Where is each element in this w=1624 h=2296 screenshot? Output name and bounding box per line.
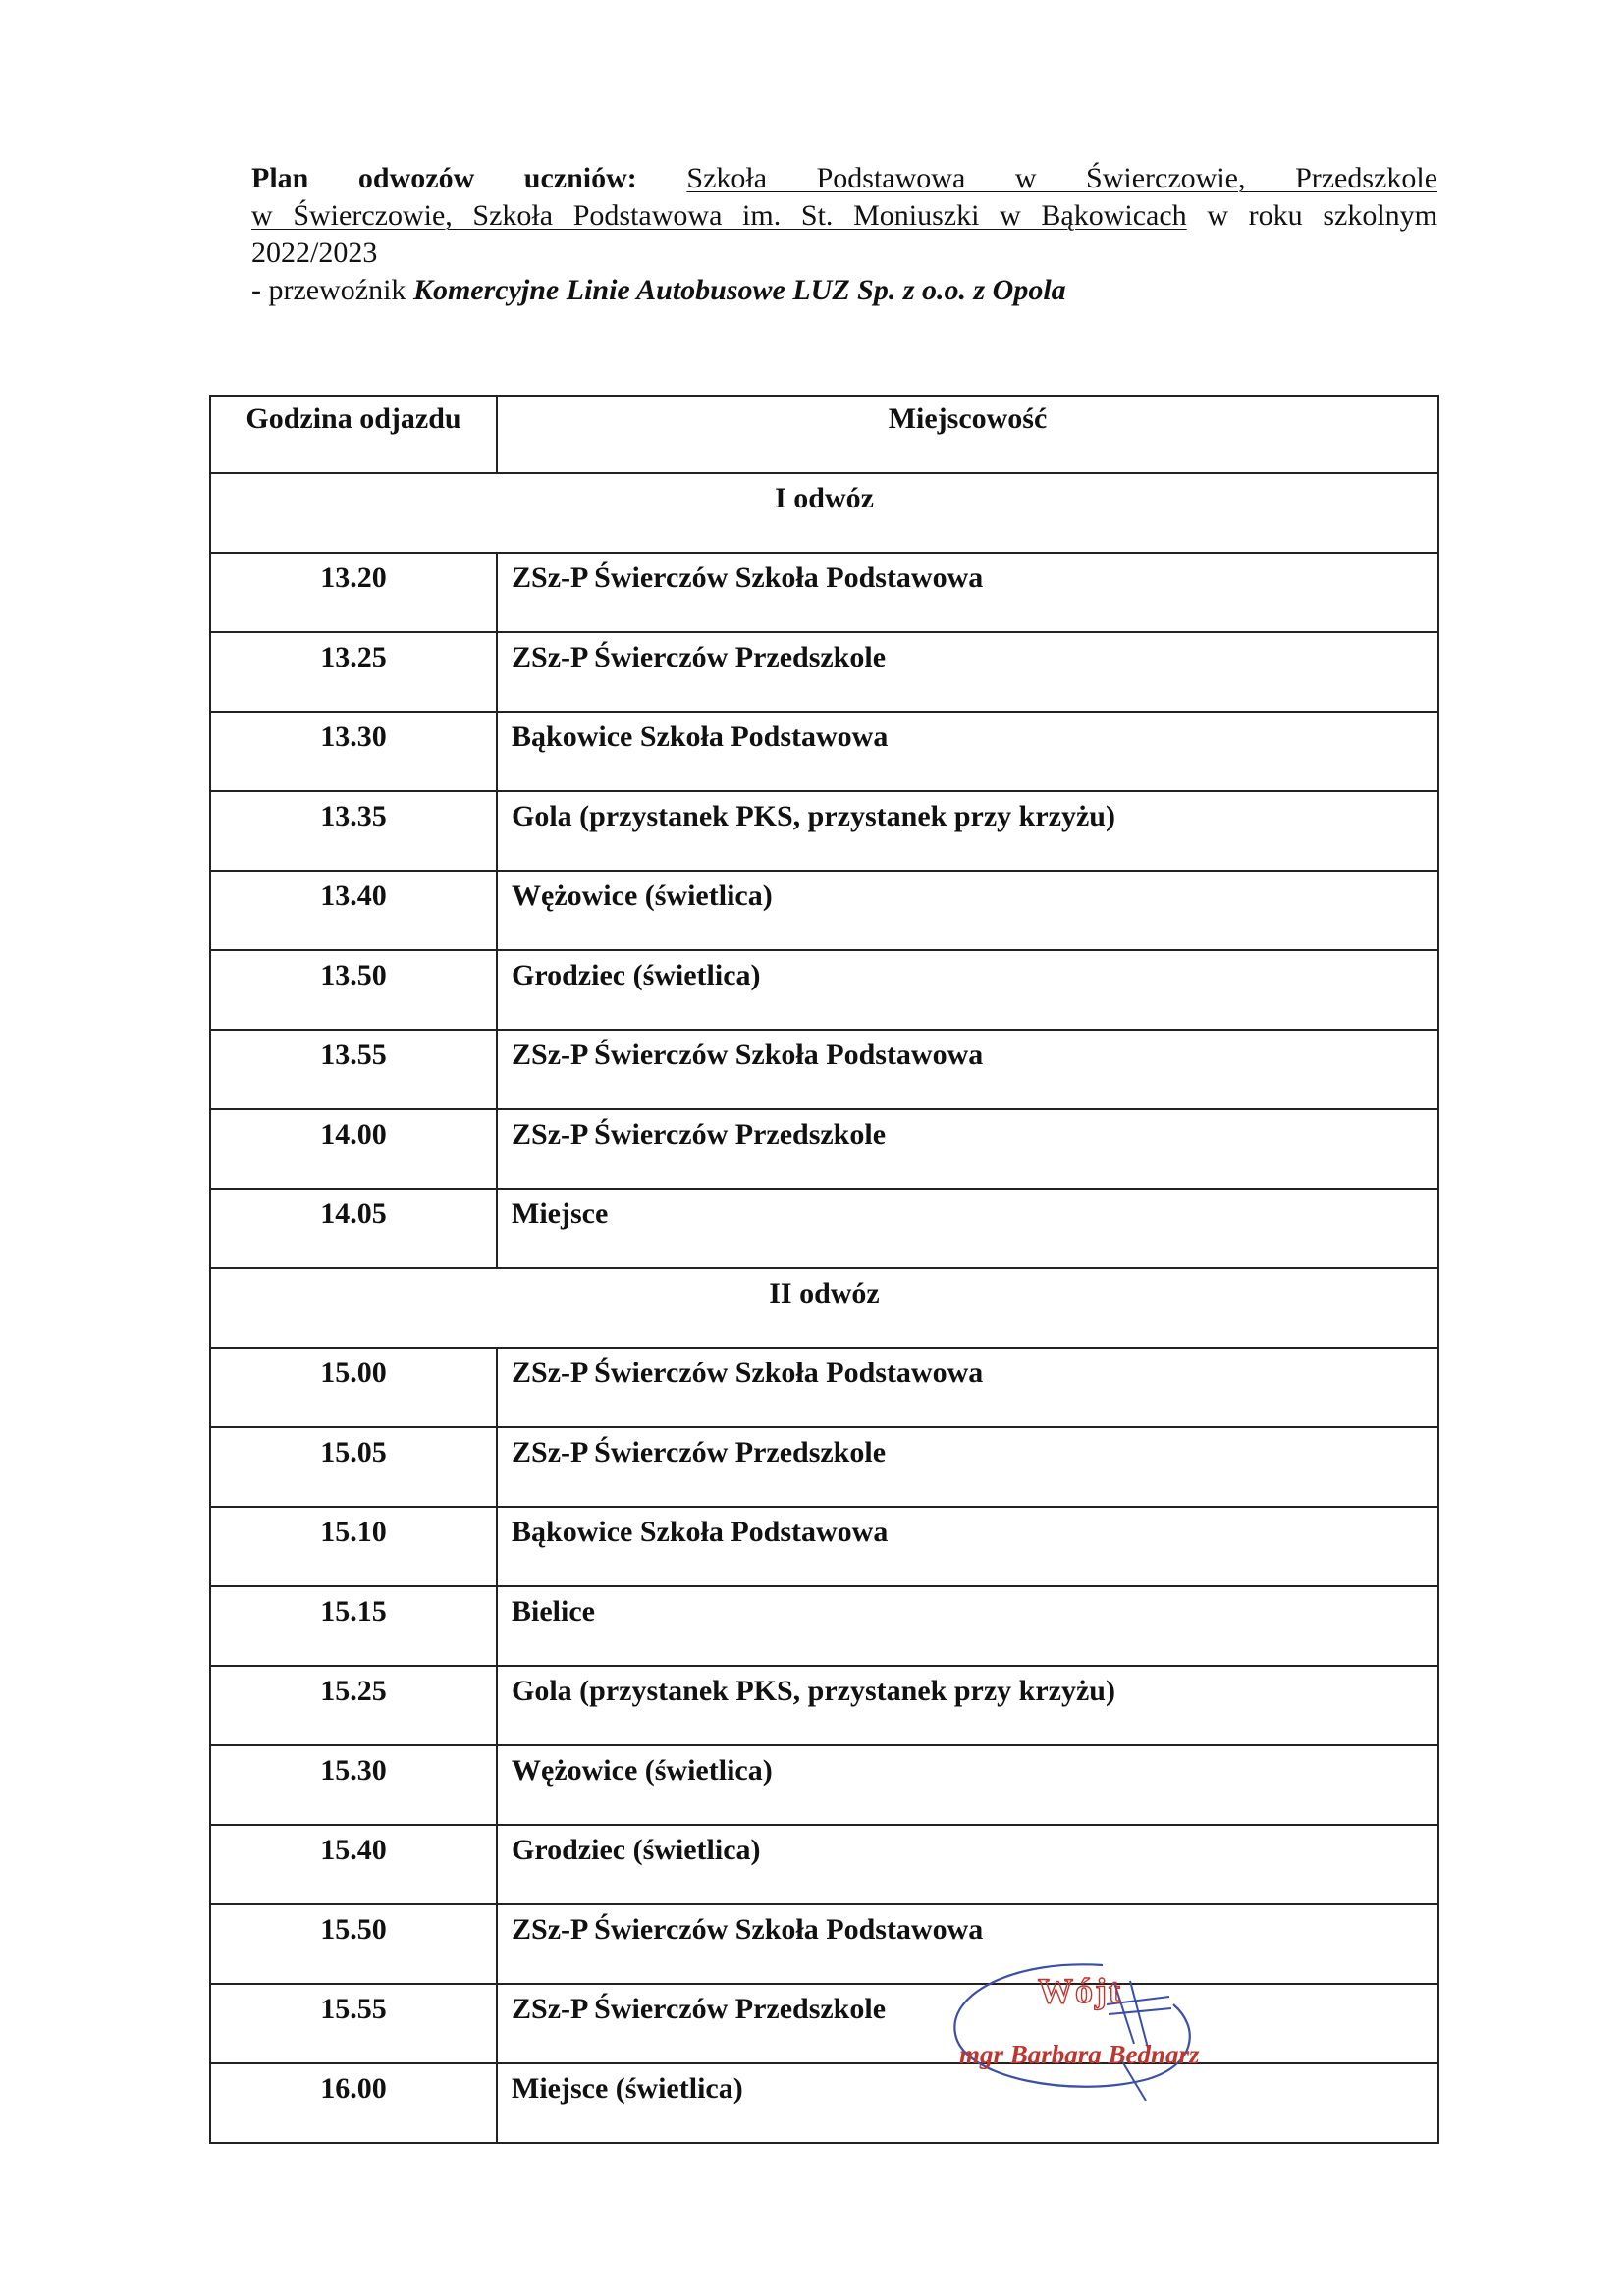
table-row: [210, 1745, 1438, 1825]
table-row: [210, 1030, 1438, 1109]
departure-time: 15.05: [210, 1427, 497, 1507]
departure-time: 13.40: [210, 871, 497, 950]
stop-location: Bąkowice Szkoła Podstawowa: [497, 712, 1438, 791]
stop-location: Bielice: [497, 1586, 1438, 1666]
table-row: [210, 1189, 1438, 1268]
stop-location: Gola (przystanek PKS, przystanek przy krzyżu): [497, 791, 1438, 871]
stop-location: Gola (przystanek PKS, przystanek przy krzyżu): [497, 1666, 1438, 1745]
departure-time: 13.25: [210, 632, 497, 712]
stop-location: Grodziec (świetlica): [497, 1825, 1438, 1904]
table-row: [210, 1666, 1438, 1745]
table-row: [210, 1348, 1438, 1427]
svg-text:Wójt: Wójt: [1038, 1971, 1122, 2010]
departure-time: 15.50: [210, 1904, 497, 1984]
plan-title: Plan odwozów uczniów:: [251, 162, 637, 194]
departure-time: 15.40: [210, 1825, 497, 1904]
header-place: Miejscowość: [497, 396, 1438, 473]
schools-list: Szkoła Podstawowa w Świerczowie, Przedszkole: [686, 162, 1438, 194]
stop-location: Miejsce: [497, 1189, 1438, 1268]
table-row: [210, 553, 1438, 632]
schedule-body: [210, 396, 1438, 2143]
table-row: [210, 632, 1438, 712]
departure-time: 13.55: [210, 1030, 497, 1109]
carrier-line: [251, 272, 1437, 309]
departure-time: 15.30: [210, 1745, 497, 1825]
departure-time: 16.00: [210, 2063, 497, 2143]
signature-stamp-image: [938, 1953, 1252, 2101]
table-row: [210, 950, 1438, 1030]
section-title: II odwóz: [210, 1268, 1438, 1348]
svg-text:mgr Barbara Bednarz: mgr Barbara Bednarz: [959, 2040, 1200, 2069]
departure-time: 15.10: [210, 1507, 497, 1586]
stop-location: ZSz-P Świerczów Szkoła Podstawowa: [497, 1030, 1438, 1109]
stop-location: Bąkowice Szkoła Podstawowa: [497, 1507, 1438, 1586]
section-row: [210, 473, 1438, 553]
section-title: I odwóz: [210, 473, 1438, 553]
departure-time: 13.35: [210, 791, 497, 871]
header-time: Godzina odjazdu: [210, 396, 497, 473]
departure-time: 13.20: [210, 553, 497, 632]
table-header-row: [210, 396, 1438, 473]
table-row: [210, 712, 1438, 791]
school-year: 2022/2023: [251, 237, 378, 269]
table-row: [210, 2063, 1438, 2143]
official-stamp: [938, 1953, 1252, 2101]
schedule-table: [209, 395, 1439, 2144]
stop-location: ZSz-P Świerczów Przedszkole: [497, 1109, 1438, 1189]
departure-time: 14.05: [210, 1189, 497, 1268]
stop-location: ZSz-P Świerczów Przedszkole: [497, 632, 1438, 712]
table-row: [210, 1586, 1438, 1666]
table-row: [210, 791, 1438, 871]
table-row: [210, 1825, 1438, 1904]
departure-time: 15.15: [210, 1586, 497, 1666]
stop-location: Wężowice (świetlica): [497, 1745, 1438, 1825]
stop-location: Grodziec (świetlica): [497, 950, 1438, 1030]
document-header: [251, 160, 1437, 309]
stop-location: ZSz-P Świerczów Szkoła Podstawowa: [497, 1348, 1438, 1427]
table-row: [210, 1984, 1438, 2063]
table-row: [210, 1427, 1438, 1507]
school-year-label: w roku szkolnym: [1186, 199, 1437, 232]
departure-time: 15.25: [210, 1666, 497, 1745]
section-row: [210, 1268, 1438, 1348]
departure-time: 13.50: [210, 950, 497, 1030]
departure-time: 15.00: [210, 1348, 497, 1427]
carrier-name: Komercyjne Linie Autobusowe LUZ Sp. z o.o. z Opola: [412, 274, 1066, 306]
stop-location: ZSz-P Świerczów Przedszkole: [497, 1984, 1438, 2063]
header-line-2: [251, 197, 1437, 235]
stop-location: ZSz-P Świerczów Przedszkole: [497, 1427, 1438, 1507]
table-row: [210, 1904, 1438, 1984]
stop-location: Miejsce (świetlica): [497, 2063, 1438, 2143]
departure-time: 14.00: [210, 1109, 497, 1189]
stop-location: ZSz-P Świerczów Szkoła Podstawowa: [497, 553, 1438, 632]
stop-location: ZSz-P Świerczów Szkoła Podstawowa: [497, 1904, 1438, 1984]
schools-list-continued: w Świerczowie, Szkoła Podstawowa im. St. Moniuszki w Bąkowicach: [251, 199, 1187, 232]
header-line-1: [251, 160, 1437, 197]
departure-time: 13.30: [210, 712, 497, 791]
table-row: [210, 1109, 1438, 1189]
departure-time: 15.55: [210, 1984, 497, 2063]
table-row: [210, 1507, 1438, 1586]
carrier-prefix: - przewoźnik: [251, 274, 413, 306]
table-row: [210, 871, 1438, 950]
stop-location: Wężowice (świetlica): [497, 871, 1438, 950]
